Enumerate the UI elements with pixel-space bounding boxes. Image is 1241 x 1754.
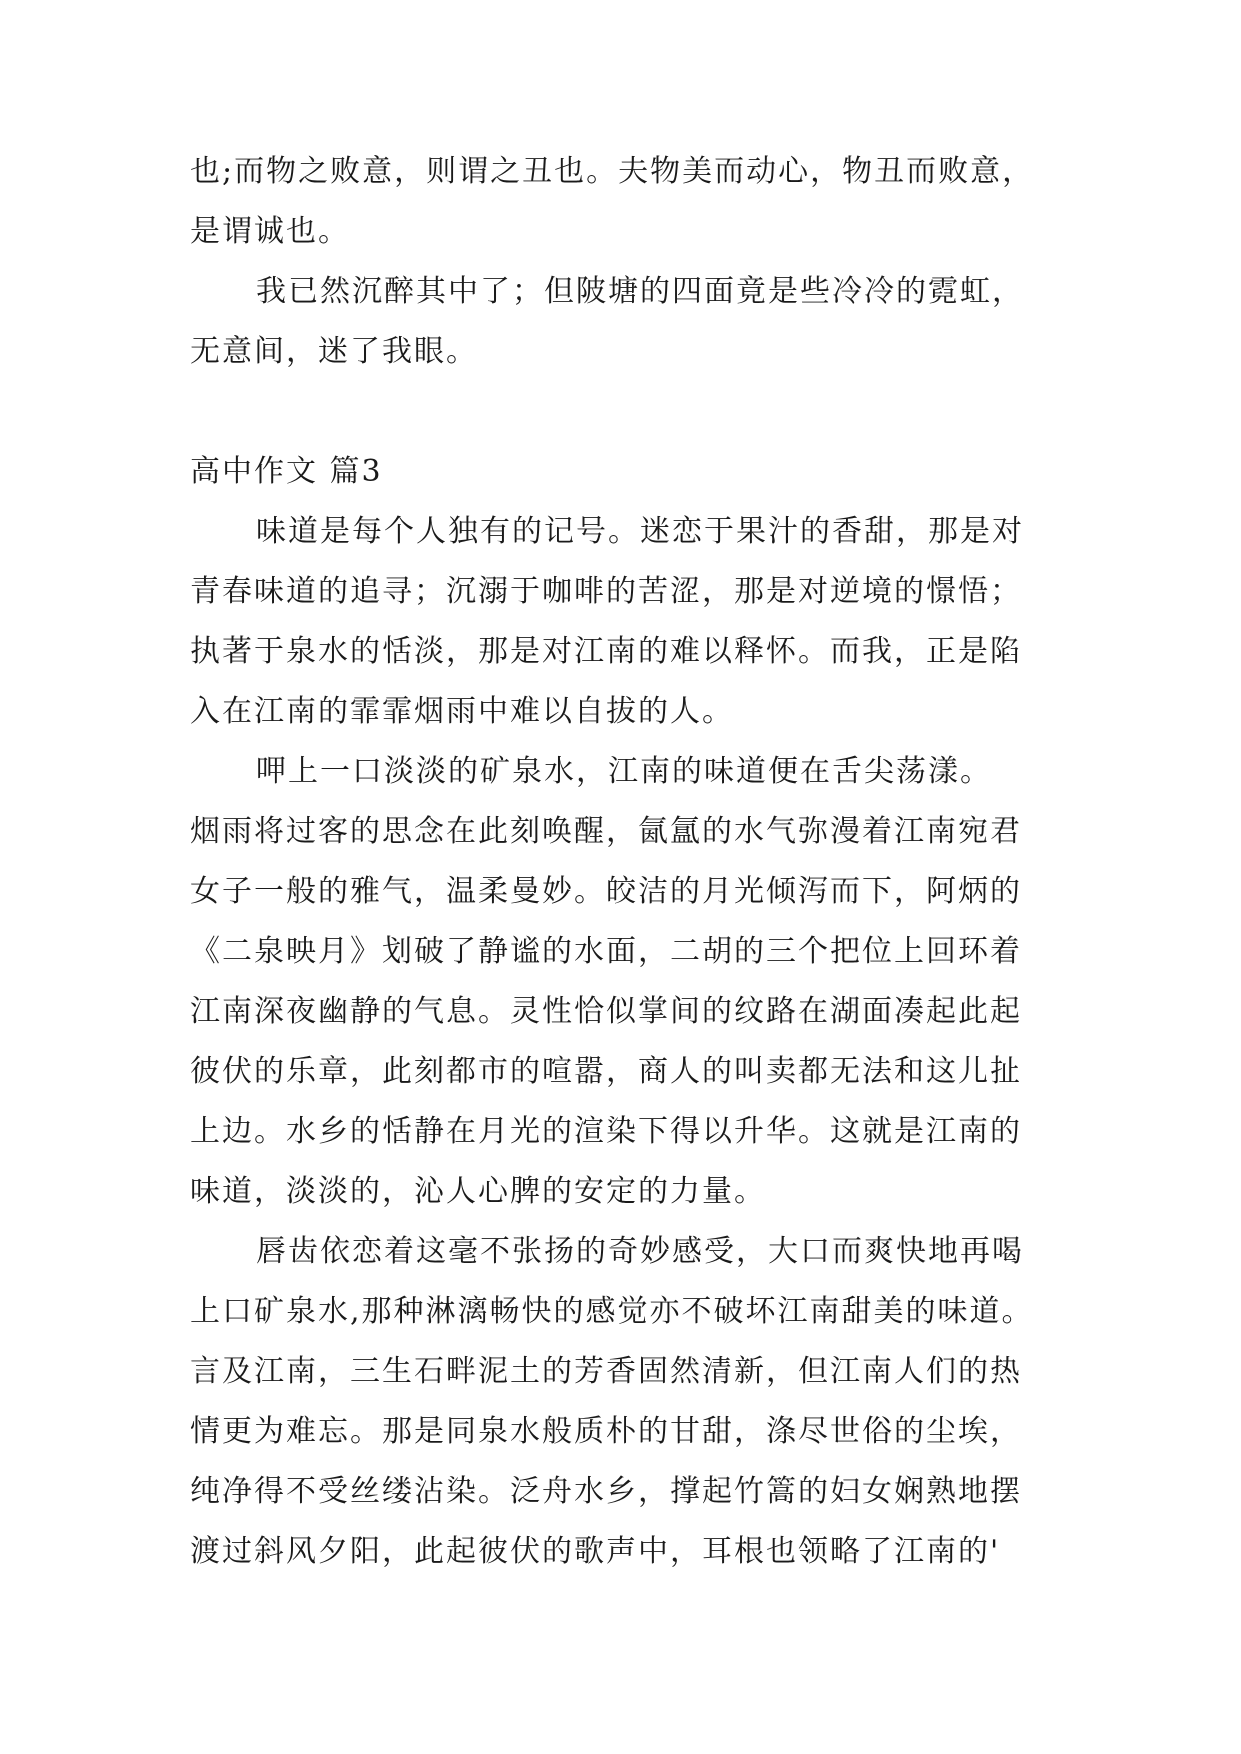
text-line: 执著于泉水的恬淡，那是对江南的难以释怀。而我，正是陷 <box>190 634 1022 669</box>
text-line: 我已然沉醉其中了；但陂塘的四面竟是些冷冷的霓虹， <box>256 274 1024 309</box>
text-line: 上口矿泉水,那种淋漓畅快的感觉亦不破坏江南甜美的味道。 <box>190 1294 1034 1329</box>
text-line: 烟雨将过客的思念在此刻唤醒，氤氲的水气弥漫着江南宛君 <box>190 814 1022 849</box>
text-line: 纯净得不受丝缕沾染。泛舟水乡，撑起竹篙的妇女娴熟地摆 <box>190 1474 1022 1509</box>
text-line: 是谓诚也。 <box>190 214 350 249</box>
text-line: 入在江南的霏霏烟雨中难以自拔的人。 <box>190 694 734 729</box>
text-line: 彼伏的乐章，此刻都市的喧嚣，商人的叫卖都无法和这儿扯 <box>190 1054 1022 1089</box>
document-page <box>190 142 1090 1582</box>
text-line: 无意间，迷了我眼。 <box>190 334 478 369</box>
paragraph <box>190 1222 1090 1582</box>
text-line: 言及江南，三生石畔泥土的芳香固然清新，但江南人们的热 <box>190 1354 1022 1389</box>
paragraph-continuation <box>190 142 1090 262</box>
paragraph <box>190 262 1090 382</box>
section-heading: 高中作文 篇3 <box>190 454 383 489</box>
text-line: 味道是每个人独有的记号。迷恋于果汁的香甜，那是对 <box>256 514 1024 549</box>
text-line: 也;而物之败意，则谓之丑也。夫物美而动心，物丑而败意， <box>190 154 1035 189</box>
text-line: 味道，淡淡的，沁人心脾的安定的力量。 <box>190 1174 766 1209</box>
text-line: 女子一般的雅气，温柔曼妙。皎洁的月光倾泻而下，阿炳的 <box>190 874 1022 909</box>
text-line: 渡过斜风夕阳，此起彼伏的歌声中，耳根也领略了江南的' <box>190 1534 1001 1569</box>
text-line: 呷上一口淡淡的矿泉水，江南的味道便在舌尖荡漾。 <box>256 754 992 789</box>
text-line: 上边。水乡的恬静在月光的渲染下得以升华。这就是江南的 <box>190 1114 1022 1149</box>
text-line: 青春味道的追寻；沉溺于咖啡的苦涩，那是对逆境的憬悟； <box>190 574 1022 609</box>
text-line: 《二泉映月》划破了静谧的水面，二胡的三个把位上回环着 <box>190 934 1022 969</box>
text-line: 情更为难忘。那是同泉水般质朴的甘甜，涤尽世俗的尘埃， <box>190 1414 1022 1449</box>
text-line: 唇齿依恋着这毫不张扬的奇妙感受，大口而爽快地再喝 <box>256 1234 1024 1269</box>
paragraph <box>190 742 1090 1222</box>
text-line: 江南深夜幽静的气息。灵性恰似掌间的纹路在湖面凑起此起 <box>190 994 1022 1029</box>
paragraph <box>190 502 1090 742</box>
